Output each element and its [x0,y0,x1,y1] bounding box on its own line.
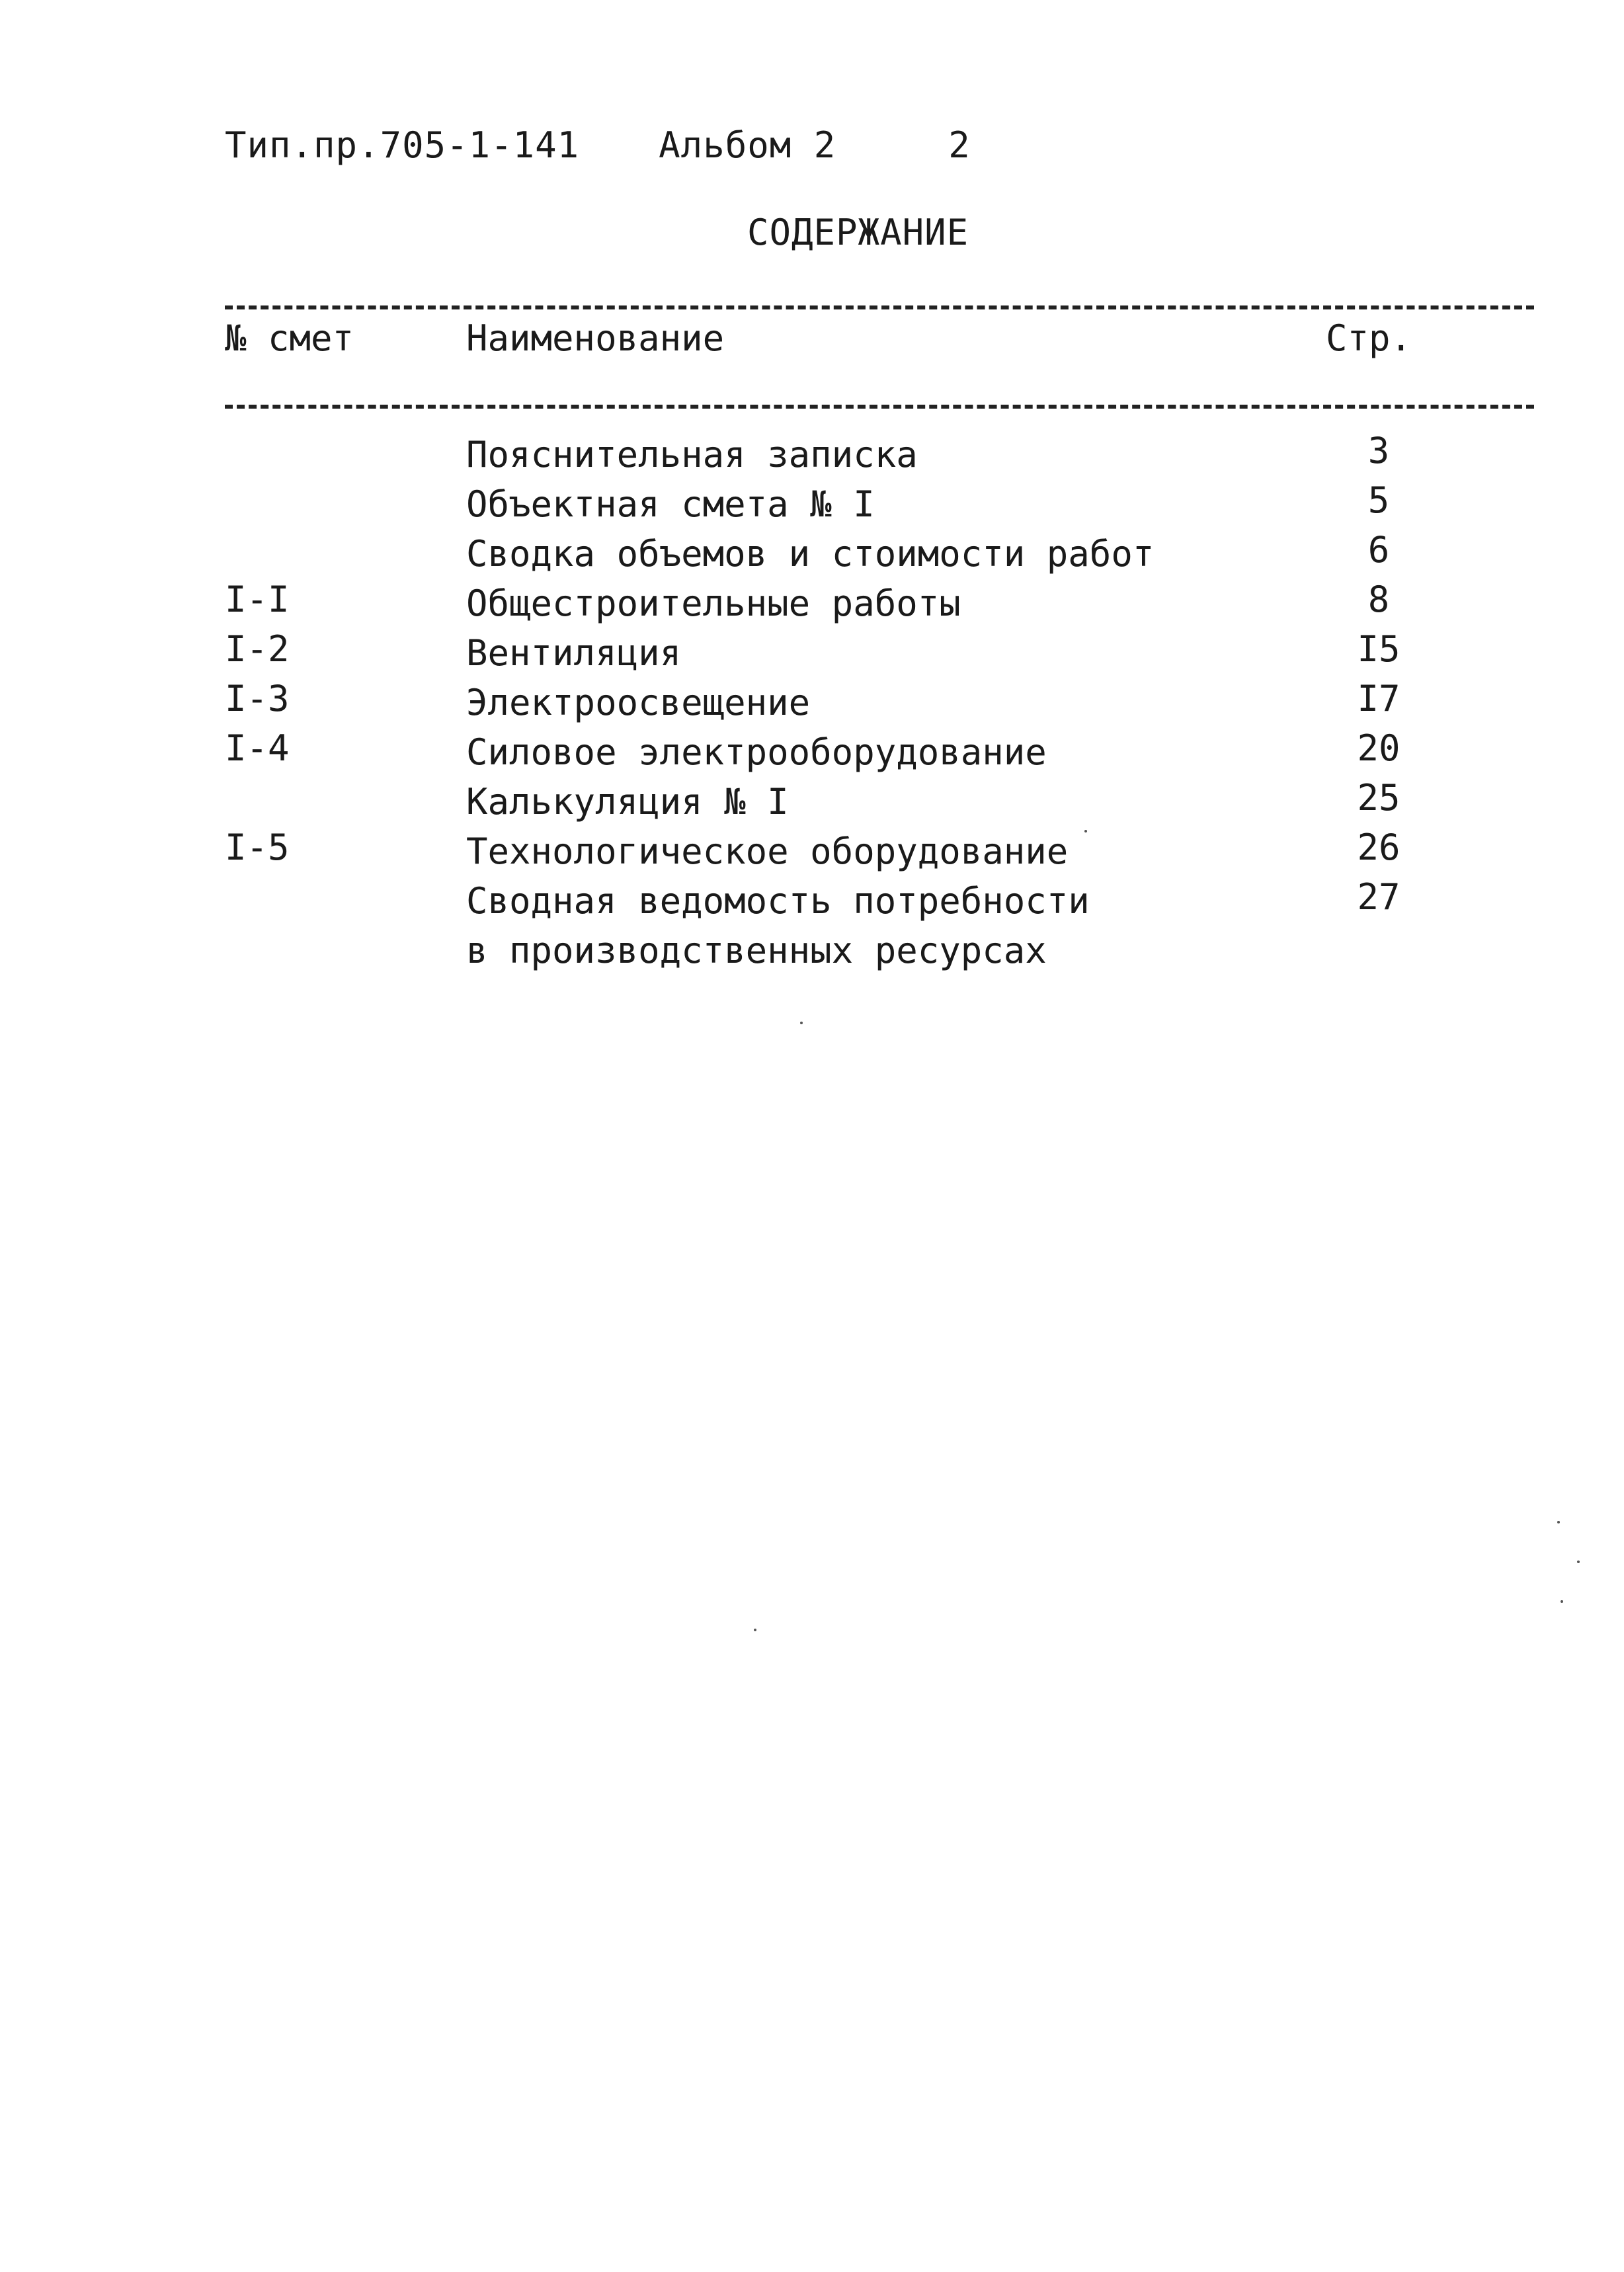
table-row [0,678,1624,727]
item-name: Объектная смета № I [466,483,875,525]
table-row [0,430,1624,479]
item-name: Пояснительная записка [466,434,918,475]
column-header-number: № смет [225,317,354,359]
estimate-number: I-3 [225,678,290,719]
item-name-line-1: Сводная ведомость потребности [466,880,1090,922]
scan-speck [1557,1521,1560,1523]
item-page: 25 [1357,777,1401,819]
item-name: Вентиляция [466,632,682,674]
page-title: СОДЕРЖАНИЕ [747,212,969,253]
table-row [0,827,1624,876]
page-number: 2 [948,124,971,166]
item-page: 6 [1367,529,1390,571]
scan-speck [1577,1561,1580,1563]
item-page: I7 [1357,678,1401,719]
table-row [0,777,1624,827]
table-row [0,727,1624,777]
estimate-number: I-2 [225,628,290,670]
item-name: Электроосвещение [466,682,811,723]
table-row [0,579,1624,628]
estimate-number: I-I [225,579,290,620]
estimate-number: I-5 [225,827,290,868]
item-page: 5 [1367,479,1390,521]
estimate-number: I-4 [225,727,290,769]
item-name-line-2: в производственных ресурсах [466,930,1047,971]
item-name: Сводка объемов и стоимости работ [466,533,1155,575]
item-page: 26 [1357,827,1401,868]
document-header [225,124,971,166]
item-name: Калькуляция № I [466,781,789,823]
contents-table [0,430,1624,975]
table-row [0,479,1624,529]
album-label: Альбом 2 [659,124,836,166]
project-code: Тип.пр.705-1-141 [225,124,580,166]
item-page: 20 [1357,727,1401,769]
item-name [466,876,1090,975]
item-page: I5 [1357,628,1401,670]
item-name: Технологическое оборудование [466,831,1069,872]
item-name: Силовое электрооборудование [466,731,1047,773]
scan-speck [800,1022,803,1024]
dashed-divider-top [225,305,1534,309]
table-row [0,529,1624,579]
item-page: 27 [1357,876,1401,918]
table-row [0,876,1624,975]
item-page: 3 [1367,430,1390,471]
table-row [0,628,1624,678]
dashed-divider-header [225,405,1534,409]
item-name: Общестроительные работы [466,583,961,624]
column-header-name: Наименование [466,317,725,359]
scan-speck [754,1629,756,1631]
scan-speck [1084,830,1087,832]
column-header-page: Стр. [1326,317,1412,359]
item-page: 8 [1367,579,1390,620]
scan-speck [1561,1600,1563,1603]
